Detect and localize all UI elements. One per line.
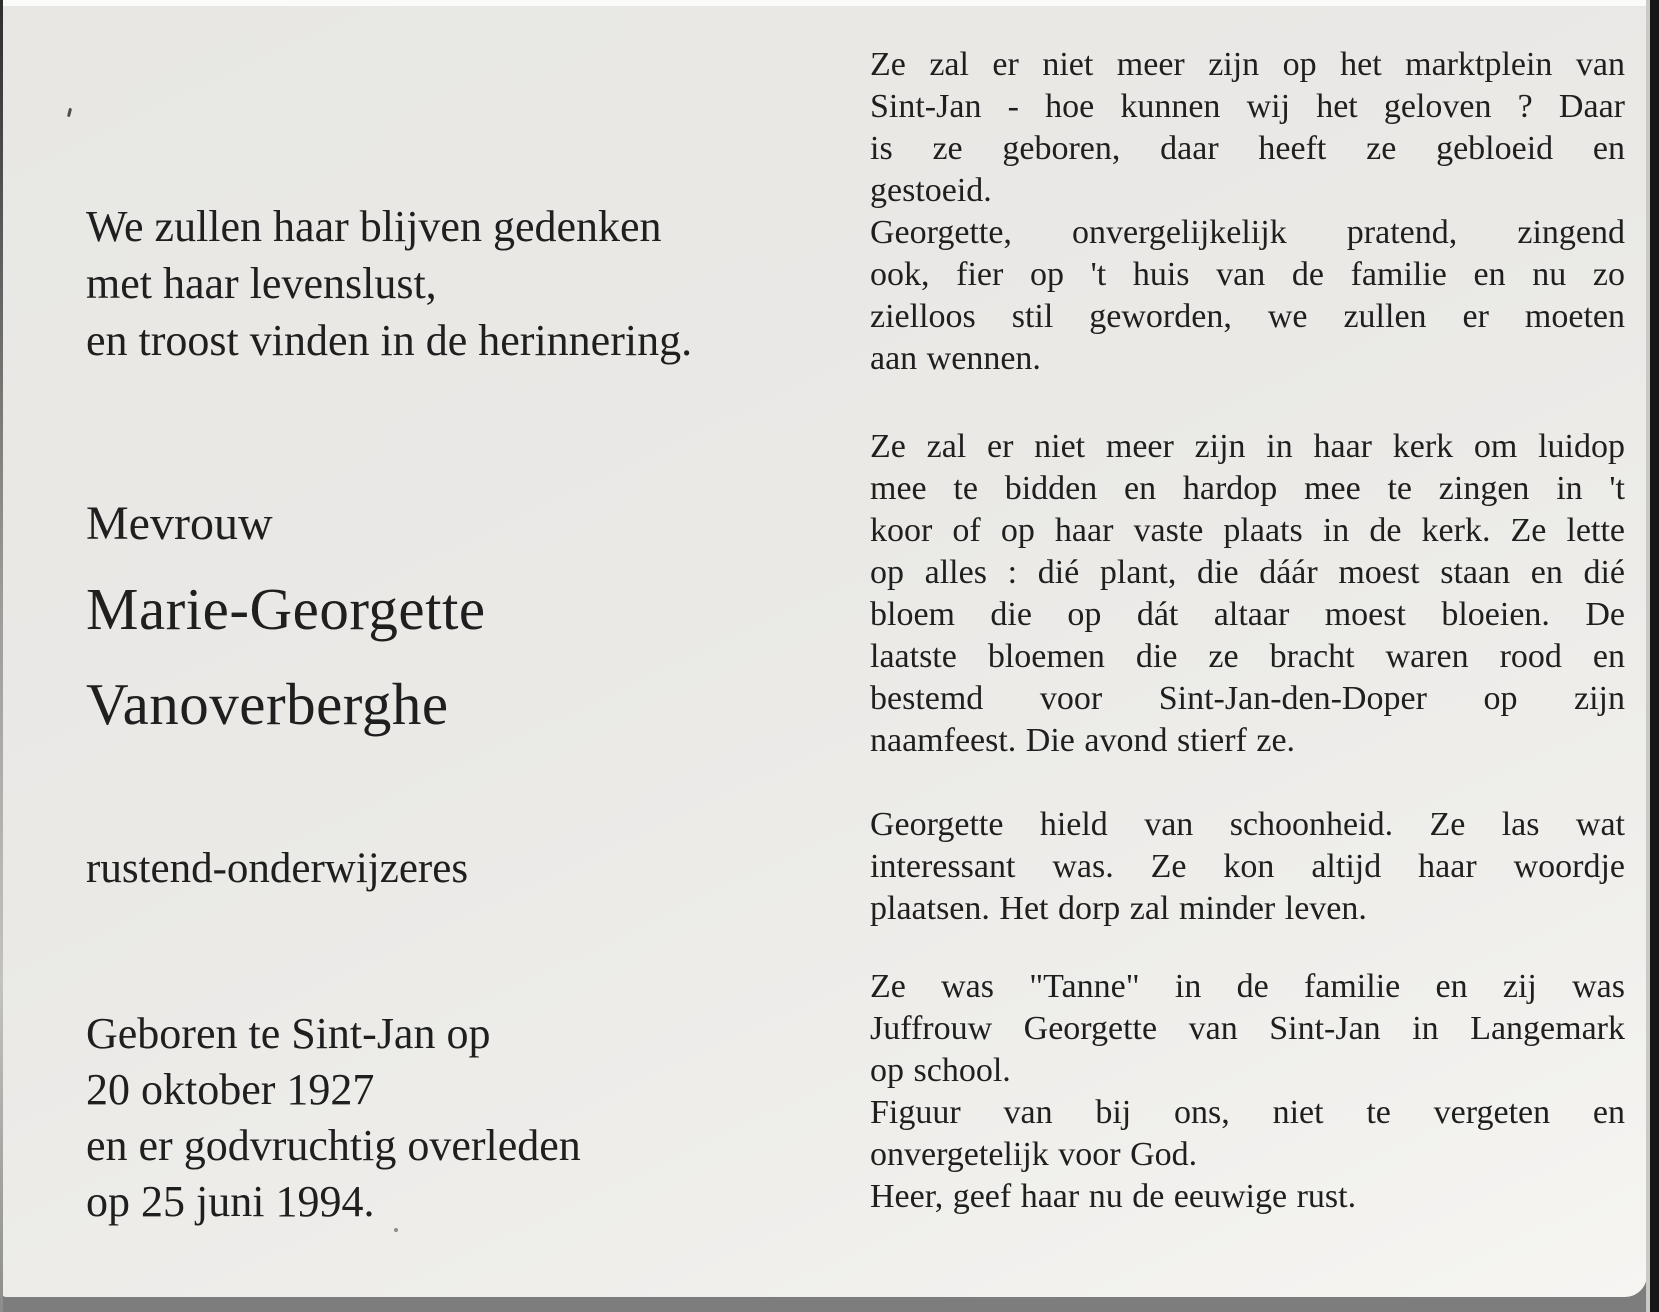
death-place-line: en er godvruchtig overleden: [86, 1121, 581, 1170]
eulogy-paragraph-3: [870, 426, 1625, 762]
text-line: plaatsen. Het dorp zal minder leven.: [870, 890, 1367, 927]
eulogy-paragraph-5: [870, 966, 1625, 1218]
text-line: bloem die op dát altaar moest bloeien. De: [870, 596, 1625, 633]
text-line: koor of op haar vaste plaats in de kerk. Ze lette: [870, 512, 1625, 549]
text-line: interessant was. Ze kon altijd haar woordje: [870, 848, 1625, 885]
text-line: gestoeid.: [870, 172, 992, 209]
eulogy-text: [870, 44, 1625, 1218]
text-line: Georgette hield van schoonheid. Ze las wat: [870, 806, 1625, 843]
scan-speck: [394, 1228, 398, 1232]
text-line: ook, fier op 't huis van de familie en nu zo: [870, 256, 1625, 293]
deceased-name: [86, 562, 486, 752]
salutation: Mevrouw: [86, 497, 273, 550]
life-dates: [86, 1006, 581, 1230]
birth-date-line: 20 oktober 1927: [86, 1065, 375, 1114]
scan-edge-right: [1650, 0, 1659, 1312]
text-line: naamfeest. Die avond stierf ze.: [870, 722, 1296, 759]
memorial-verse-line: en troost vinden in de herinnering.: [86, 316, 693, 365]
scan-edge-top: [0, 0, 1646, 6]
text-line: laatste bloemen die ze bracht waren rood en: [870, 638, 1625, 675]
text-line: Ze was "Tanne" in de familie en zij was: [870, 968, 1625, 1005]
scan-edge-left: [0, 0, 3, 1312]
memorial-verse-line: met haar levenslust,: [86, 259, 437, 308]
text-line: is ze geboren, daar heeft ze gebloeid en: [870, 130, 1625, 167]
memorial-verse: [86, 198, 692, 369]
profession: rustend-onderwijzeres: [86, 845, 469, 892]
text-line: aan wennen.: [870, 340, 1041, 377]
text-line: mee te bidden en hardop mee te zingen in 't: [870, 470, 1625, 507]
text-line: op school.: [870, 1052, 1011, 1089]
eulogy-paragraph-2: [870, 212, 1625, 380]
text-line: Georgette, onvergelijkelijk pratend, zingend: [870, 214, 1625, 251]
text-line: Juffrouw Georgette van Sint-Jan in Langemark: [870, 1010, 1625, 1047]
text-line: Figuur van bij ons, niet te vergeten en: [870, 1094, 1625, 1131]
text-line: op alles : dié plant, die dáár moest staan en dié: [870, 554, 1625, 591]
text-line: zielloos stil geworden, we zullen er moeten: [870, 298, 1625, 335]
text-line: Heer, geef haar nu de eeuwige rust.: [870, 1178, 1357, 1215]
text-line: Ze zal er niet meer zijn op het marktplein van: [870, 46, 1625, 83]
memorial-verse-line: We zullen haar blijven gedenken: [86, 202, 662, 251]
text-line: onvergetelijk voor God.: [870, 1136, 1198, 1173]
deceased-family-name: Vanoverberghe: [86, 671, 449, 737]
text-line: bestemd voor Sint-Jan-den-Doper op zijn: [870, 680, 1625, 717]
text-line: Sint-Jan - hoe kunnen wij het geloven ? Daar: [870, 88, 1625, 125]
deceased-first-names: Marie-Georgette: [86, 576, 486, 642]
text-line: Ze zal er niet meer zijn in haar kerk om luidop: [870, 428, 1625, 465]
death-date-line: op 25 juni 1994.: [86, 1177, 375, 1226]
eulogy-paragraph-1: [870, 44, 1625, 212]
eulogy-paragraph-4: [870, 804, 1625, 930]
birth-place-line: Geboren te Sint-Jan op: [86, 1009, 491, 1058]
